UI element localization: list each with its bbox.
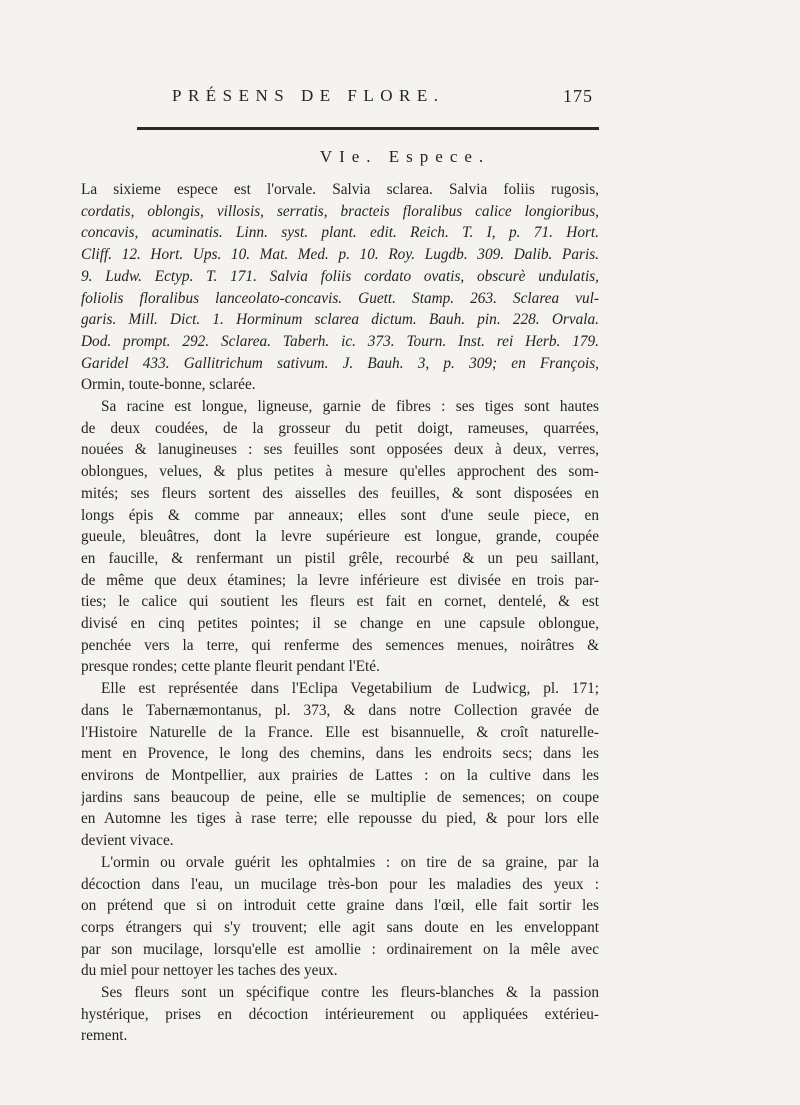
text-line: mités; ses fleurs sortent des aisselles des feuilles, & sont disposées en [81,484,599,502]
body-text [81,179,599,1047]
text-line: devient vivace. [81,832,174,850]
text-line: oblongues, velues, & plus petites à mesure qu'elles approchent des som- [81,463,599,481]
text-line: Garidel 433. Gallitrichum sativum. J. Bauh. 3, p. 309; en François, [81,354,599,372]
text-line: presque rondes; cette plante fleurit pendant l'Eté. [81,658,380,676]
text-line: nouées & lanugineuses : ses feuilles sont opposées deux à deux, verres, [81,441,599,459]
text-line: foliolis floralibus lanceolato-concavis. Guett. Stamp. 263. Sclarea vul- [81,289,599,307]
text-line: hystérique, prises en décoction intérieurement ou appliquées extérieu- [81,1005,599,1023]
text-line: on prétend que si on introduit cette graine dans l'œil, elle fait sortir les [81,897,599,915]
text-line: de même que deux étamines; la levre inférieure est divisée en trois par- [81,571,599,589]
text-line: ties; le calice qui soutient les fleurs est fait en cornet, dentelé, & est [81,593,599,611]
text-line: L'ormin ou orvale guérit les ophtalmies : on tire de sa graine, par la [101,853,599,871]
text-line: Ses fleurs sont un spécifique contre les fleurs-blanches & la passion [101,984,599,1002]
text-line: divisé en cinq petites pointes; il se change en une capsule oblongue, [81,615,599,633]
text-line: par son mucilage, lorsqu'elle est amollie : ordinairement on la mêle avec [81,940,599,958]
text-line: dans le Tabernæmontanus, pl. 373, & dans notre Collection gravée de [81,701,599,719]
text-line: ment en Provence, le long des chemins, dans les endroits secs; dans les [81,745,599,763]
text-line: jardins sans beaucoup de peine, elle se multiplie de semences; on coupe [81,788,599,806]
text-line: 9. Ludw. Ectyp. T. 171. Salvia foliis cordato ovatis, obscurè undulatis, [81,267,599,285]
text-line: Elle est représentée dans l'Eclipa Vegetabilium de Ludwicg, pl. 171; [101,680,599,698]
text-line: rement. [81,1027,128,1045]
text-line: en Automne les tiges à rase terre; elle repousse du pied, & pour lors elle [81,810,599,828]
running-head: PRÉSENS DE FLORE. [172,86,445,105]
page-number: 175 [563,86,593,106]
text-line: Dod. prompt. 292. Sclarea. Taberh. ic. 373. Tourn. Inst. rei Herb. 179. [81,332,599,350]
text-line: penchée vers la terre, qui renferme des semences menues, noirâtres & [81,636,599,654]
text-line: Ormin, toute-bonne, sclarée. [81,376,256,394]
text-line: garis. Mill. Dict. 1. Horminum sclarea dictum. Bauh. pin. 228. Orvala. [81,311,599,329]
text-line: gueule, bleuâtres, dont la levre supérieure est longue, grande, coupée [81,528,599,546]
text-line: La sixieme espece est l'orvale. Salvia sclarea. Salvia foliis rugosis, [81,181,599,198]
header-rule [137,127,599,130]
text-line: de deux coudées, de la grosseur du petit doigt, rameuses, quarrées, [81,419,599,437]
text-line: environs de Montpellier, aux prairies de Lattes : on la cultive dans les [81,766,599,784]
text-line: Sa racine est longue, ligneuse, garnie de fibres : ses tiges sont hautes [101,398,599,416]
text-line: en faucille, & renfermant un pistil grêle, recourbé & un peu saillant, [81,549,599,567]
text-line: décoction dans l'eau, un mucilage très-bon pour les maladies des yeux : [81,875,599,893]
text-line: du miel pour nettoyer les taches des yeux. [81,962,338,980]
text-line: longs épis & comme par anneaux; elles sont d'une seule piece, en [81,506,599,524]
text-line: concavis, acuminatis. Linn. syst. plant. edit. Reich. T. I, p. 71. Hort. [81,224,599,242]
text-line: corps étrangers qui s'y trouvent; elle agit sans doute en les enveloppant [81,918,599,936]
text-line: cordatis, oblongis, villosis, serratis, bracteis floralibus calice longioribus, [81,202,599,220]
text-line: l'Histoire Naturelle de la France. Elle est bisannuelle, & croît naturelle- [81,723,599,741]
section-title: VIe. Espece. [319,147,491,166]
text-line: Cliff. 12. Hort. Ups. 10. Mat. Med. p. 10. Roy. Lugdb. 309. Dalib. Paris. [81,246,599,264]
